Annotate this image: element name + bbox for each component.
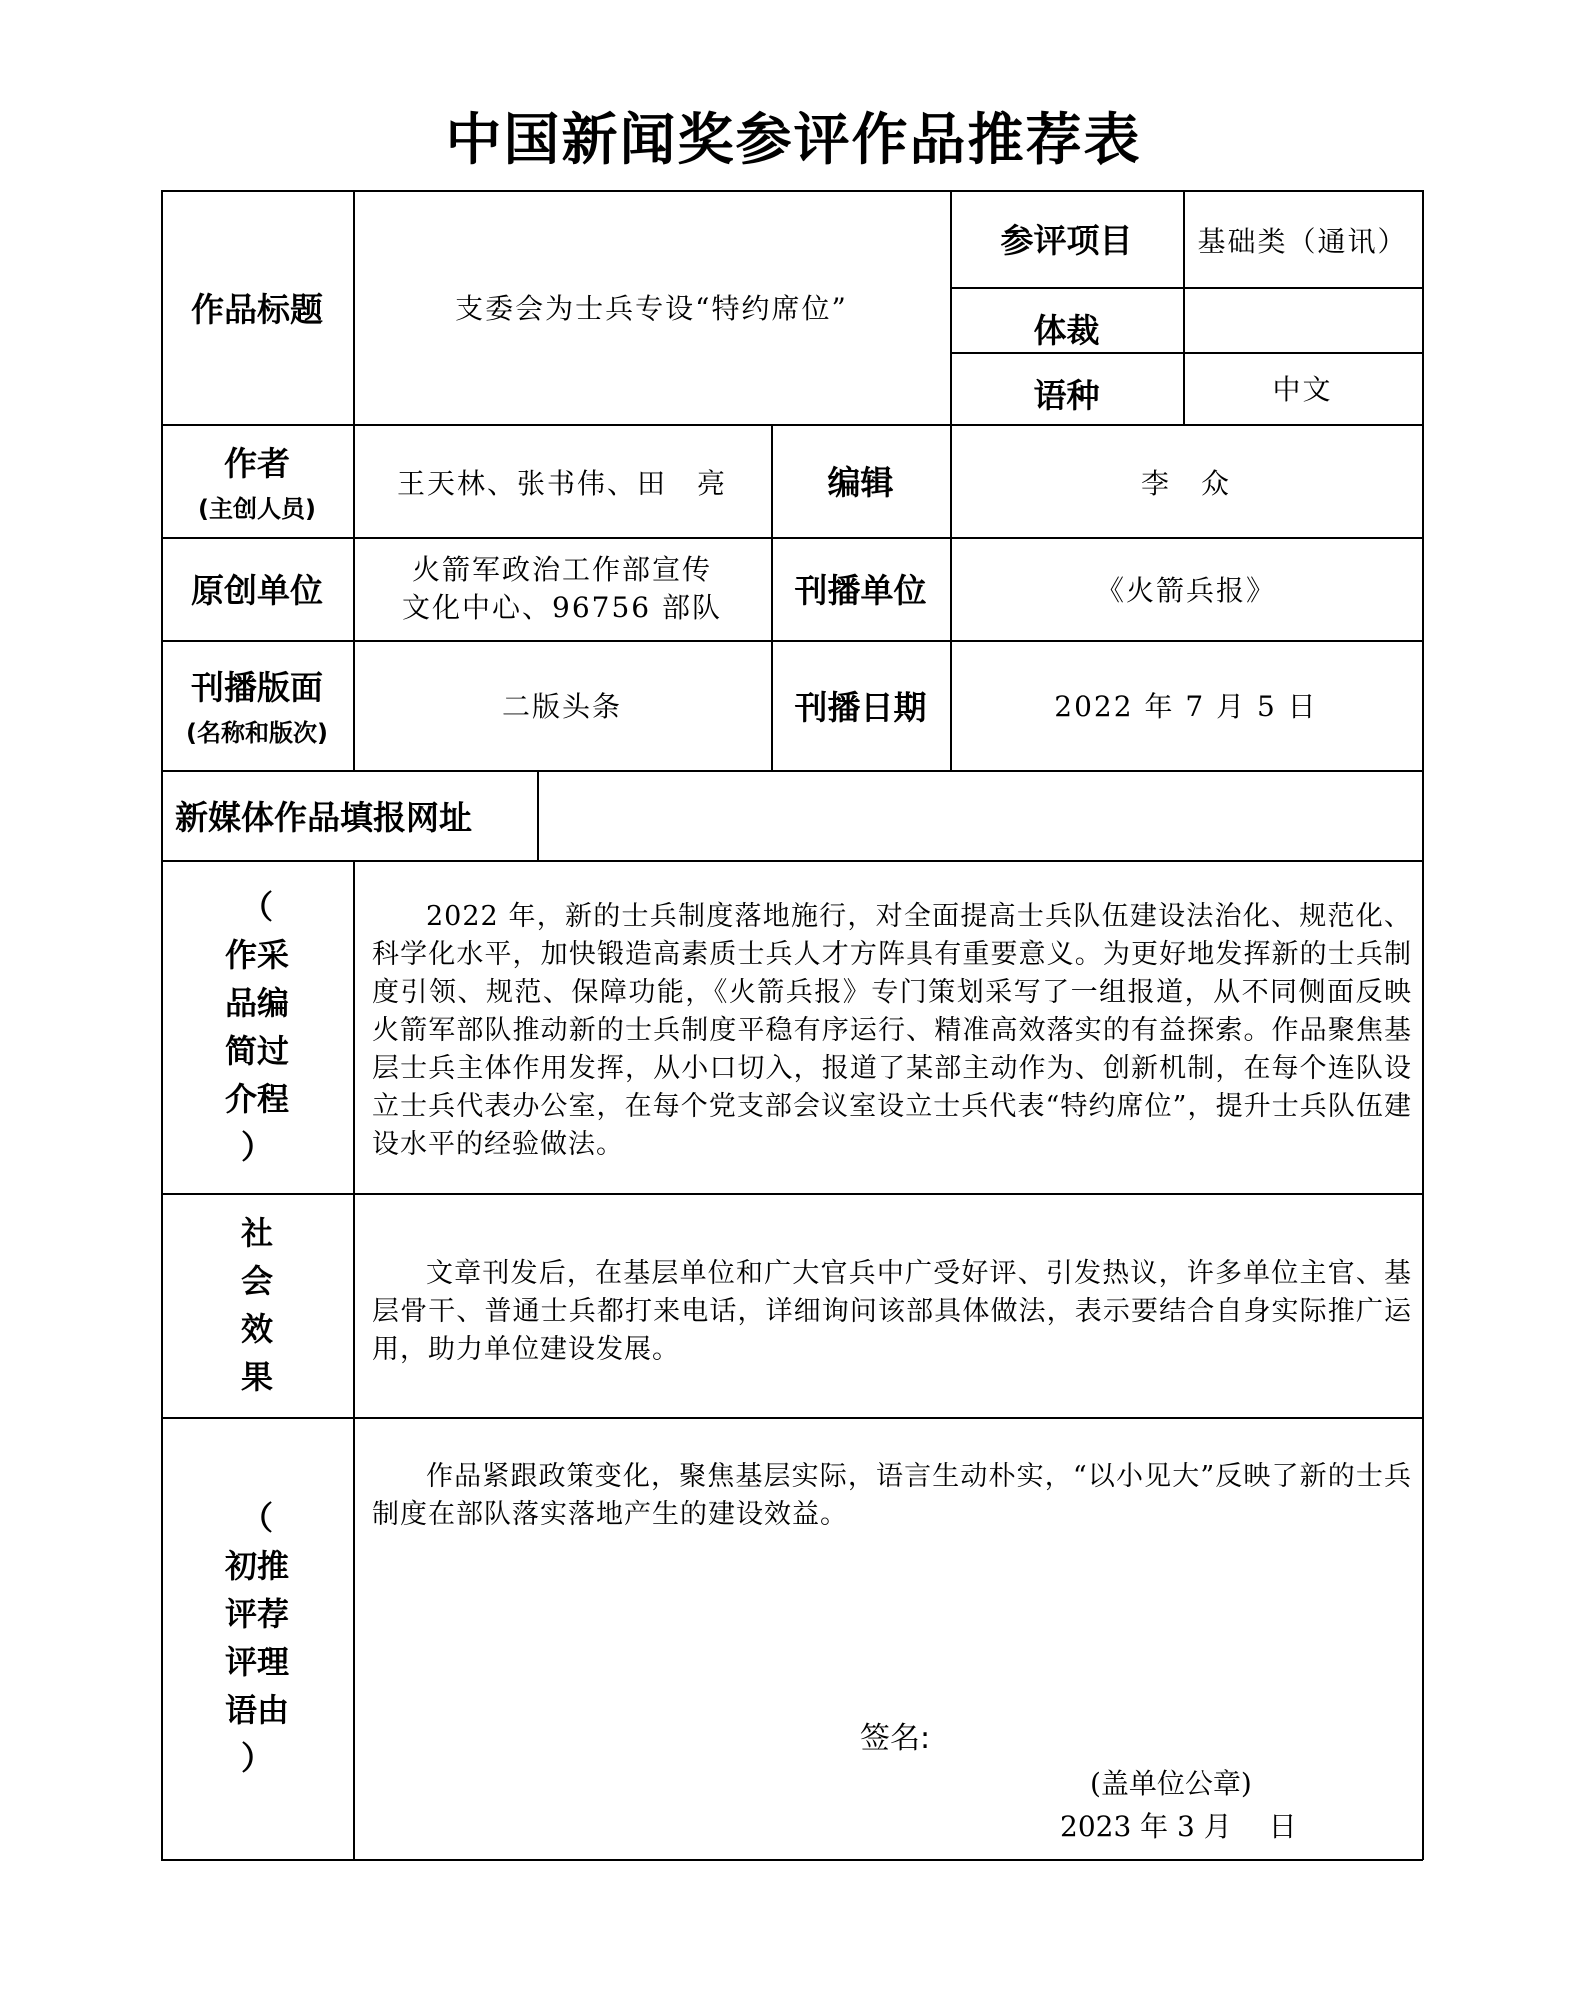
seal-note: (盖单位公章): [1090, 1767, 1252, 1800]
review-label-char: 初推: [224, 1547, 289, 1585]
effect-label: [161, 1193, 353, 1417]
review-label-char: 评理: [224, 1643, 289, 1681]
table-divider: [353, 860, 355, 1860]
table-border-bottom: [161, 1859, 1423, 1861]
effect-label-char: 会: [240, 1262, 273, 1300]
effect-label-char: 果: [240, 1358, 273, 1396]
summary-label: [161, 860, 353, 1193]
editor-value: 李 众: [1140, 467, 1231, 500]
work-title-label: 作品标题: [191, 289, 323, 329]
genre-label: 体裁: [1033, 311, 1100, 350]
publish-unit-label: 刊播单位: [794, 571, 927, 610]
summary-label-char: 简过: [224, 1031, 289, 1070]
summary-label-char: 介程: [224, 1079, 289, 1118]
work-title-value: 支委会为士兵专设“特约席位”: [455, 292, 848, 325]
effect-label-char: 效: [240, 1310, 273, 1348]
sign-date: 2023 年 3 月 日: [1060, 1810, 1297, 1843]
origin-unit-line-1: 火箭军政治工作部宣传: [411, 552, 712, 586]
effect-text: 文章刊发后，在基层单位和广大官兵中广受好评、引发热议，许多单位主官、基层骨干、普通士兵都打来电话，详细询问该部具体做法，表示要结合自身实际推广运用，助力单位建设发展。: [372, 1258, 1412, 1365]
review-label-char: 评荐: [224, 1595, 289, 1633]
review-label-char: 语由: [224, 1691, 289, 1729]
author-sublabel: (主创人员): [198, 494, 316, 523]
date-value: 2022 年 7 月 5 日: [1054, 690, 1318, 723]
signature-label: 签名:: [860, 1721, 931, 1756]
author-label: 作者: [224, 443, 290, 483]
language-value: 中文: [1272, 373, 1333, 406]
review-label-char: （: [240, 1499, 273, 1537]
review-text: 作品紧跟政策变化，聚焦基层实际，语言生动朴实，“以小见大”反映了新的士兵制度在部队落实落地产生的建设效益。: [372, 1461, 1412, 1530]
form-title: 中国新闻奖参评作品推荐表: [445, 108, 1142, 173]
origin-unit-label: 原创单位: [191, 571, 323, 610]
table-border-right: [1422, 190, 1424, 1860]
url-label: 新媒体作品填报网址: [175, 797, 472, 837]
summary-label-char: ）: [240, 1127, 273, 1166]
review-label: [161, 1417, 353, 1859]
date-label: 刊播日期: [794, 687, 927, 727]
summary-text: 2022 年，新的士兵制度落地施行，对全面提高士兵队伍建设法治化、规范化、科学化水平，加快锻造高素质士兵人才方阵具有重要意义。为更好地发挥新的士兵制度引领、规范、保障功能，《火箭兵报》专门策划采写了一组报道，从不同侧面反映火箭军部队推动新的士兵制度平稳有序运行、精准高效落实的有益探索。作品聚焦基层士兵主体作用发挥，从小口切入，报道了某部主动作为、创新机制，在每个连队设立士兵代表办公室，在每个党支部会议室设立士兵代表“特约席位”，提升士兵队伍建设水平的经验做法。: [372, 901, 1412, 1160]
url-value: [537, 770, 1422, 860]
summary-label-char: 品编: [224, 983, 289, 1022]
publish-unit-value: 《火箭兵报》: [1095, 573, 1276, 607]
origin-unit-line-2: 文化中心、96756 部队: [402, 590, 722, 624]
review-label-char: ）: [240, 1739, 273, 1777]
page-label-cell: [161, 640, 353, 770]
page-value: 二版头条: [501, 690, 622, 723]
summary-label-char: 作采: [224, 935, 289, 974]
page-sublabel: (名称和版次): [186, 719, 328, 747]
author-value: 王天林、张书伟、田 亮: [396, 467, 727, 500]
effect-label-char: 社: [240, 1214, 273, 1252]
language-label: 语种: [1033, 375, 1100, 415]
category-label: 参评项目: [1000, 221, 1133, 260]
summary-label-char: （: [240, 887, 273, 926]
origin-unit-value: [353, 537, 771, 640]
page-label: 刊播版面: [191, 668, 323, 707]
author-label-cell: [161, 424, 353, 537]
editor-label: 编辑: [827, 463, 894, 502]
genre-value: [1183, 287, 1422, 352]
category-value: 基础类（通讯）: [1197, 225, 1408, 258]
